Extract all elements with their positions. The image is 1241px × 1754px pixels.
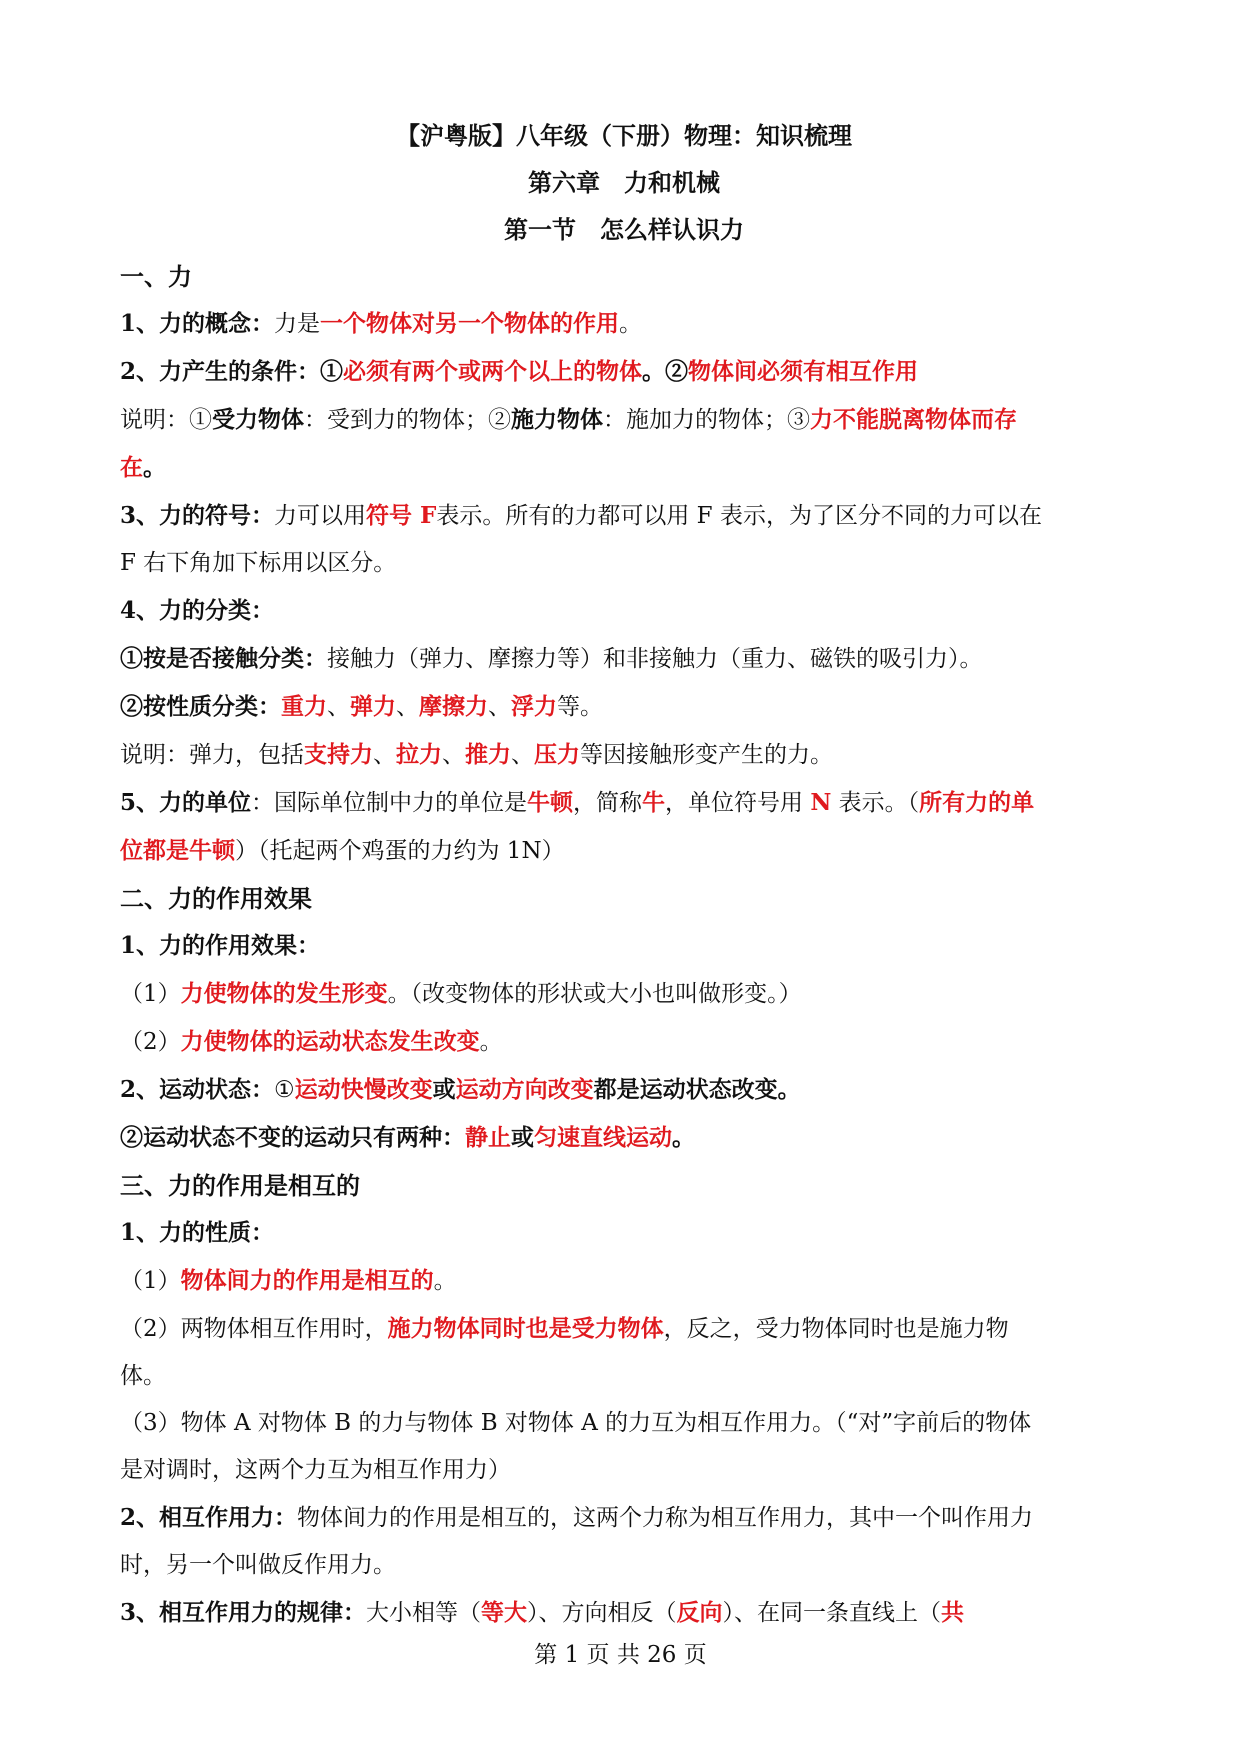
text-segment: 4、力的分类： [120, 597, 275, 624]
text-segment: ，简称 [573, 790, 643, 816]
text-line [120, 922, 1128, 970]
text-line [120, 1114, 1128, 1162]
text-line [120, 1209, 1128, 1257]
section-heading [120, 875, 1128, 922]
section-heading [120, 1162, 1128, 1209]
text-segment: 、 [396, 694, 419, 720]
text-line [120, 1400, 1128, 1447]
highlight-text: 静止 [465, 1124, 511, 1151]
highlight-text: 必须有两个或两个以上的物体 [343, 358, 643, 385]
text-segment: 1、力的性质： [120, 1219, 275, 1246]
text-line [120, 635, 1128, 683]
highlight-text: 力不能脱离物体而存 [810, 406, 1017, 433]
text-segment: 表示。（ [831, 790, 920, 816]
highlight-text: 重力 [281, 693, 327, 720]
text-line [120, 1542, 1128, 1589]
text-segment: 、 [511, 742, 534, 768]
text-segment: 、 [373, 742, 396, 768]
highlight-text: 共 [941, 1599, 965, 1626]
highlight-text: 力使物体的运动状态发生改变 [180, 1028, 480, 1055]
text-line [120, 731, 1128, 779]
text-segment: 、 [488, 694, 511, 720]
text-line [120, 540, 1128, 587]
text-segment: （2） [120, 1029, 181, 1055]
text-segment: （2）两物体相互作用时， [120, 1316, 388, 1342]
highlight-text: 在 [120, 454, 143, 481]
text-segment: ①按是否接触分类： [120, 645, 327, 672]
section-heading [120, 253, 1128, 300]
text-segment: 、 [327, 694, 350, 720]
text-segment: ②运动状态不变的运动只有两种： [120, 1124, 465, 1151]
text-line [120, 1447, 1128, 1494]
highlight-text: 物体间力的作用是相互的 [180, 1267, 434, 1294]
text-segment: 时，另一个叫做反作用力。 [120, 1552, 396, 1578]
text-line [120, 492, 1128, 540]
text-segment: 施力物体 [511, 406, 603, 433]
text-segment: ① [274, 1077, 295, 1103]
highlight-text: 牛 [642, 789, 666, 816]
text-line [120, 1305, 1128, 1353]
text-segment: 表示。所有的力都可以用 F 表示，为了区分不同的力可以在 [436, 503, 1042, 529]
text-line [120, 444, 1128, 492]
text-segment: 受力物体 [212, 406, 304, 433]
text-segment: ②按性质分类： [120, 693, 281, 720]
text-segment: 。 [619, 311, 643, 337]
text-segment: 等因接触形变产生的力。 [580, 742, 833, 768]
text-segment: ）、方向相反（ [527, 1600, 677, 1626]
text-line [120, 587, 1128, 635]
text-segment: ）、在同一条直线上（ [722, 1600, 942, 1626]
section-title: 第一节 怎么样认识力 [504, 215, 744, 244]
text-segment: ：受到力的物体；② [304, 407, 511, 433]
text-line [120, 348, 1128, 396]
text-segment: 接触力（弹力、摩擦力等）和非接触力（重力、磁铁的吸引力）。 [327, 646, 983, 672]
text-segment: ：国际单位制中力的单位是 [251, 790, 528, 816]
highlight-text: 匀速直线运动 [534, 1124, 672, 1151]
text-segment: 3、力的符号： [120, 502, 275, 529]
highlight-text: 压力 [534, 741, 580, 768]
text-segment: 。 [479, 1029, 503, 1055]
text-segment: 说明：① [120, 407, 212, 433]
text-line [120, 1018, 1128, 1066]
text-segment: ：施加力的物体；③ [603, 407, 810, 433]
text-segment: 。（改变物体的形状或大小也叫做形变。） [387, 981, 802, 1007]
text-line [120, 1066, 1128, 1114]
highlight-text: 推力 [465, 741, 511, 768]
highlight-text: 施力物体同时也是受力物体 [387, 1315, 664, 1342]
highlight-text: 支持力 [304, 741, 373, 768]
highlight-text: 弹力 [350, 693, 396, 720]
text-line [120, 970, 1128, 1018]
text-segment: 大小相等（ [366, 1600, 482, 1626]
text-segment: 5、力的单位 [120, 789, 252, 816]
text-segment: 都是运动状态改变。 [593, 1076, 801, 1103]
page-footer: 第 1 页 共 26 页 [534, 1642, 707, 1668]
text-segment: ）（托起两个鸡蛋的力约为 1N） [235, 838, 565, 864]
text-segment: 。 [433, 1268, 457, 1294]
text-segment: 力是 [274, 311, 321, 337]
text-segment: 2、相互作用力： [120, 1504, 298, 1531]
document-title: 【沪粤版】八年级（下册）物理：知识梳理 [396, 121, 852, 150]
highlight-text: 物体间必须有相互作用 [688, 358, 919, 385]
text-segment: 一、力 [120, 262, 192, 291]
text-line [120, 683, 1128, 731]
text-segment: 3、相互作用力的规律： [120, 1599, 367, 1626]
text-segment: 2、力产生的条件：① [120, 358, 344, 385]
text-segment: 说明：弹力，包括 [120, 742, 304, 768]
highlight-text: 力使物体的发生形变 [180, 980, 388, 1007]
highlight-text: 运动方向改变 [455, 1076, 594, 1103]
highlight-text: 位都是牛顿 [120, 837, 235, 864]
text-line [120, 1494, 1128, 1542]
text-segment: ，单位符号用 [665, 790, 811, 816]
highlight-text: 运动快慢改变 [294, 1076, 433, 1103]
text-segment: 或 [511, 1124, 534, 1151]
text-segment: 。 [672, 1124, 695, 1151]
text-segment: 二、力的作用效果 [120, 884, 312, 913]
text-segment: （1） [120, 981, 181, 1007]
text-segment: 体。 [120, 1363, 166, 1389]
text-segment: 。② [642, 358, 689, 385]
text-line [120, 827, 1128, 875]
text-segment: 。 [143, 454, 166, 481]
highlight-text: 浮力 [511, 693, 557, 720]
text-segment: 是对调时，这两个力互为相互作用力） [120, 1457, 511, 1483]
text-segment: 物体间力的作用是相互的，这两个力称为相互作用力，其中一个叫作用力 [297, 1505, 1034, 1531]
text-segment: 三、力的作用是相互的 [120, 1171, 360, 1200]
text-segment: 或 [432, 1076, 456, 1103]
text-segment: 等。 [557, 694, 603, 720]
text-segment: F 右下角加下标用以区分。 [120, 550, 397, 576]
document-page [120, 112, 1128, 1637]
text-segment: 1、力的作用效果： [120, 932, 321, 959]
highlight-text: 一个物体对另一个物体的作用 [320, 310, 620, 337]
highlight-text: 拉力 [396, 741, 442, 768]
text-segment: 2、运动状态： [120, 1076, 275, 1103]
text-segment: 力可以用 [274, 503, 367, 529]
text-line [120, 300, 1128, 348]
chapter-title: 第六章 力和机械 [528, 168, 720, 197]
text-line [120, 779, 1128, 827]
text-line [120, 1353, 1128, 1400]
highlight-text: N [810, 789, 832, 816]
highlight-text: 反向 [676, 1599, 723, 1626]
text-segment: （1） [120, 1268, 181, 1294]
text-segment: 1、力的概念： [120, 310, 275, 337]
text-line [120, 1589, 1128, 1637]
highlight-text: 符号 F [366, 502, 437, 529]
text-segment: ，反之，受力物体同时也是施力物 [663, 1316, 1009, 1342]
document-body [120, 253, 1128, 1637]
text-segment: 、 [442, 742, 465, 768]
text-line [120, 396, 1128, 444]
text-segment: （3）物体 A 对物体 B 的力与物体 B 对物体 A 的力互为相互作用力。（“对”字前后的物体 [120, 1410, 1032, 1436]
text-line [120, 1257, 1128, 1305]
highlight-text: 所有力的单 [919, 789, 1035, 816]
highlight-text: 摩擦力 [419, 693, 488, 720]
highlight-text: 牛顿 [527, 789, 574, 816]
highlight-text: 等大 [481, 1599, 528, 1626]
